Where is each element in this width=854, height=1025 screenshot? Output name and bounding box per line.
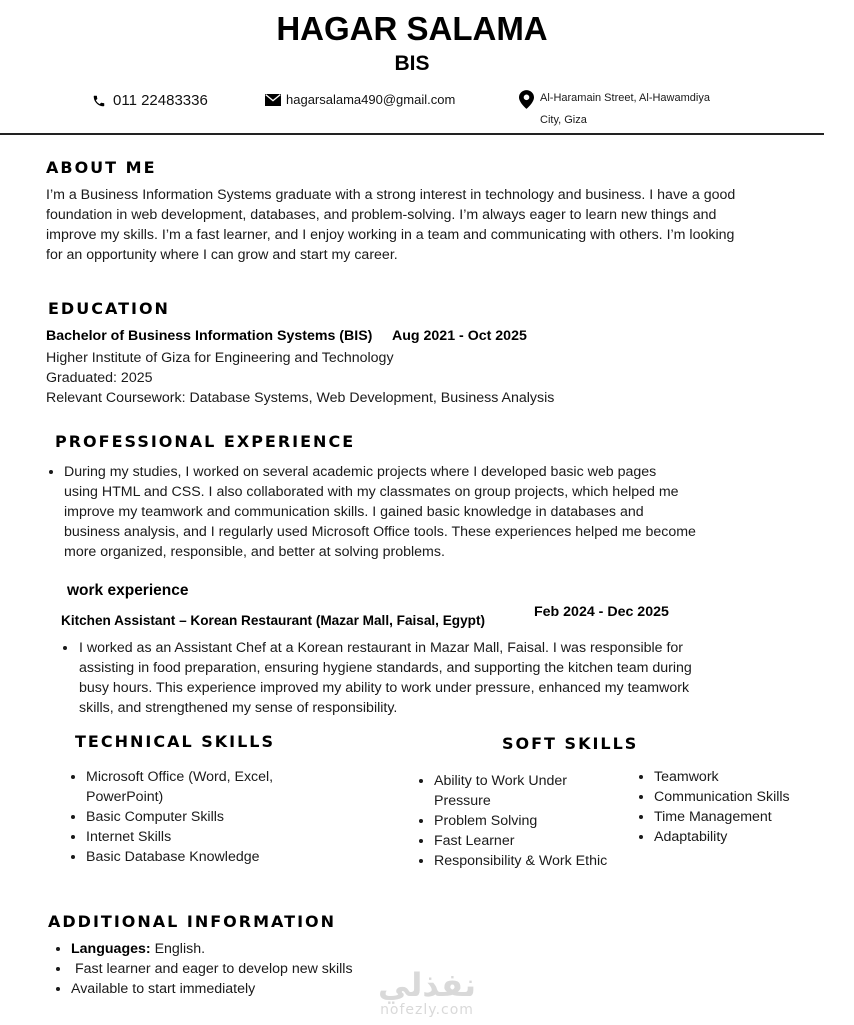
watermark-arabic: نفذلي (378, 966, 476, 1004)
about-text (46, 185, 766, 265)
text-line: skills, and strengthened my sense of responsibility. (79, 700, 398, 716)
education-dates: Aug 2021 - Oct 2025 (392, 328, 527, 344)
text-line: improve my teamwork and communication skills. I gained basic knowledge in databases and (64, 504, 644, 520)
watermark (372, 968, 482, 1018)
phone-icon (92, 94, 106, 108)
professional-experience-heading: PROFESSIONAL EXPERIENCE (55, 432, 356, 451)
education-heading: EDUCATION (48, 299, 170, 318)
languages-value: English. (150, 941, 206, 957)
envelope-icon (265, 94, 281, 106)
text-line: I worked as an Assistant Chef at a Korean restaurant in Mazar Mall, Faisal. I was responsible for (79, 640, 684, 656)
soft-skill-item: Communication Skills (638, 787, 838, 807)
bullet-dot (49, 470, 53, 474)
technical-skill-item: Basic Database Knowledge (70, 847, 300, 867)
candidate-title: BIS (394, 52, 430, 75)
work-experience-bullet (60, 638, 740, 718)
candidate-name: HAGAR SALAMA (276, 10, 548, 47)
about-line: improve my skills. I’m a fast learner, and I enjoy working in a team and communicating with others. I’m looking (46, 227, 735, 243)
languages-label: Languages: (71, 941, 151, 957)
about-line: foundation in web development, databases, and problem-solving. I’m always eager to learn new things and (46, 207, 717, 223)
text-line: assisting in food preparation, ensuring hygiene standards, and supporting the kitchen team during (79, 660, 692, 676)
additional-item-languages (55, 939, 415, 959)
soft-skills-list-2 (638, 767, 838, 847)
additional-information-heading: ADDITIONAL INFORMATION (48, 912, 337, 931)
watermark-url: nofezly.com (380, 1002, 474, 1018)
contact-phone (92, 92, 208, 109)
additional-information-list (55, 939, 415, 999)
professional-experience-bullet (46, 462, 746, 562)
soft-skill-item: Adaptability (638, 827, 838, 847)
map-pin-icon (519, 90, 534, 109)
graduation-year: Graduated: 2025 (46, 370, 153, 386)
technical-skill-item: Basic Computer Skills (70, 807, 300, 827)
soft-skill-item: Teamwork (638, 767, 838, 787)
soft-skill-item: Problem Solving (418, 811, 608, 831)
technical-skills-heading: TECHNICAL SKILLS (75, 732, 275, 751)
degree-title: Bachelor of Business Information Systems (BIS) (46, 328, 373, 344)
contact-email (265, 92, 455, 107)
job-dates: Feb 2024 - Dec 2025 (534, 604, 669, 620)
header-divider (0, 133, 824, 135)
bullet-dot (63, 646, 67, 650)
address-line-1: Al-Haramain Street, Al-Hawamdiya (540, 92, 710, 104)
technical-skill-item: Internet Skills (70, 827, 300, 847)
soft-skills-heading: SOFT SKILLS (502, 734, 639, 753)
address-line-2: City, Giza (540, 114, 587, 126)
about-heading: ABOUT ME (46, 158, 157, 177)
email-address[interactable]: hagarsalama490@gmail.com (286, 92, 456, 107)
phone-number[interactable]: 011 22483336 (113, 92, 208, 109)
soft-skill-item: Ability to Work Under Pressure (418, 771, 608, 811)
work-experience-heading: work experience (67, 582, 189, 599)
soft-skill-item: Time Management (638, 807, 838, 827)
soft-skill-item: Fast Learner (418, 831, 608, 851)
text-line: business analysis, and I regularly used Microsoft Office tools. These experiences helped me become (64, 524, 696, 540)
about-line: I’m a Business Information Systems graduate with a strong interest in technology and business. I have a good (46, 187, 736, 203)
job-title: Kitchen Assistant – Korean Restaurant (Mazar Mall, Faisal, Egypt) (61, 613, 486, 628)
text-line: During my studies, I worked on several academic projects where I developed basic web pages (64, 464, 657, 480)
soft-skill-item: Responsibility & Work Ethic (418, 851, 608, 871)
text-line: more organized, responsible, and better at solving problems. (64, 544, 445, 560)
text-line: busy hours. This experience improved my ability to work under pressure, enhanced my teamwork (79, 680, 690, 696)
technical-skill-item: Microsoft Office (Word, Excel, PowerPoint) (70, 767, 300, 807)
about-line: for an opportunity where I can grow and start my career. (46, 247, 398, 263)
bullet-text (46, 462, 746, 562)
additional-item: Available to start immediately (55, 979, 415, 999)
relevant-coursework: Relevant Coursework: Database Systems, Web Development, Business Analysis (46, 390, 555, 406)
technical-skills-list (70, 767, 300, 867)
additional-item: Fast learner and eager to develop new skills (55, 959, 415, 979)
bullet-text (60, 638, 740, 718)
institution: Higher Institute of Giza for Engineering and Technology (46, 350, 394, 366)
text-line: using HTML and CSS. I also collaborated with my classmates on group projects, which helped me (64, 484, 679, 500)
soft-skills-list-1 (418, 771, 608, 871)
